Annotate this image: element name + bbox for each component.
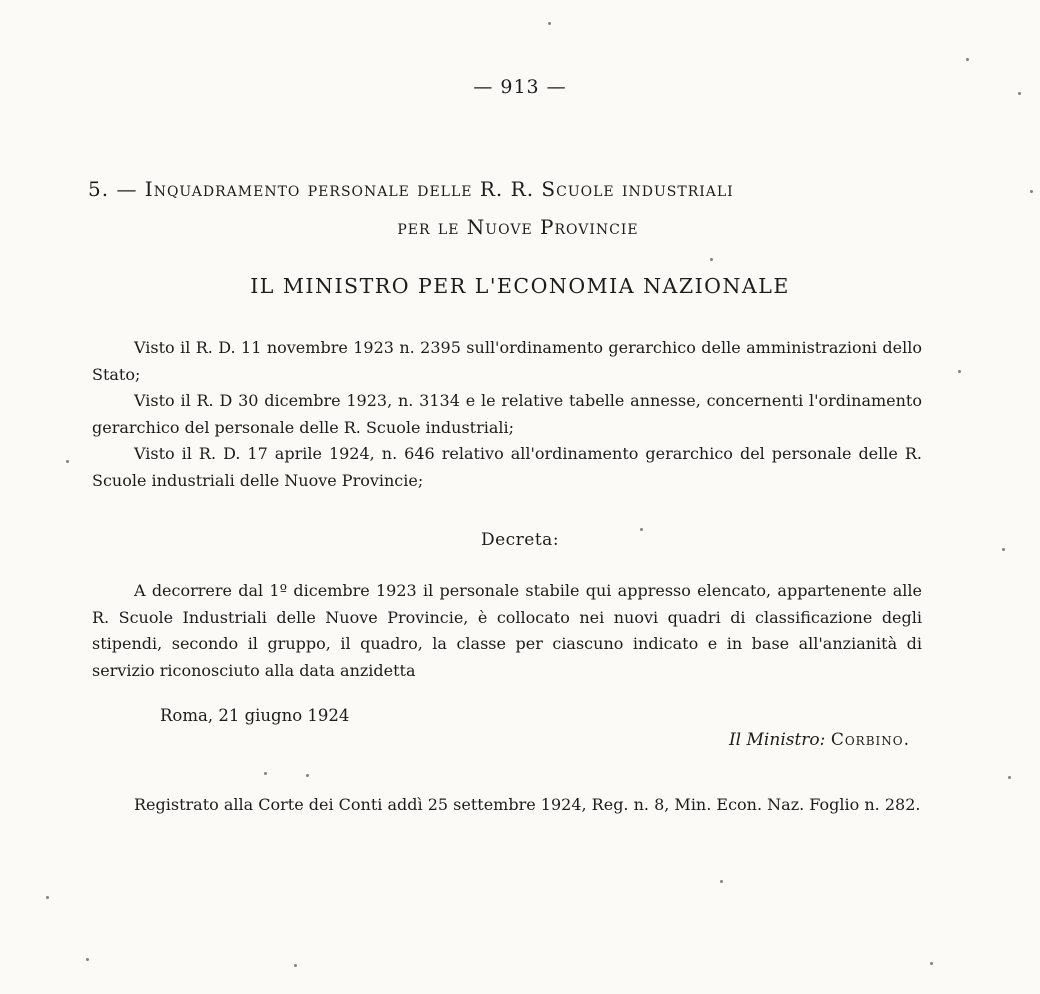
scan-speck bbox=[294, 964, 297, 967]
scan-speck bbox=[930, 962, 933, 965]
registration-note bbox=[92, 792, 922, 819]
scan-speck bbox=[46, 896, 49, 899]
signature-role: Il Ministro: bbox=[728, 730, 826, 750]
scan-speck bbox=[958, 370, 961, 373]
scan-speck bbox=[66, 460, 69, 463]
scan-speck bbox=[710, 258, 713, 261]
scan-speck bbox=[548, 22, 551, 25]
visto-clause: Visto il R. D 30 dicembre 1923, n. 3134 e le relative tabelle annesse, concernenti l'ordinamento gerarchico del personale delle R. Scuole industriali; bbox=[92, 391, 922, 437]
signature-place-date: Roma, 21 giugno 1924 bbox=[160, 706, 350, 725]
minister-title: IL MINISTRO PER L'ECONOMIA NAZIONALE bbox=[250, 274, 790, 298]
scan-speck bbox=[86, 958, 89, 961]
visto-clause: Visto il R. D. 11 novembre 1923 n. 2395 sull'ordinamento gerarchico delle amministrazioni dello Stato; bbox=[92, 338, 922, 384]
visto-clause: Visto il R. D. 17 aprile 1924, n. 646 relativo all'ordinamento gerarchico del personale delle R. Scuole industriali delle Nuove Provincie; bbox=[92, 444, 922, 490]
section-heading bbox=[88, 170, 928, 246]
visto-clauses bbox=[92, 335, 922, 494]
scan-speck bbox=[1008, 776, 1011, 779]
scan-speck bbox=[1018, 92, 1021, 95]
section-heading-line-1: 5. — Inquadramento personale delle R. R. Scuole industriali bbox=[88, 177, 734, 201]
scan-speck bbox=[720, 880, 723, 883]
section-heading-line-2: per le Nuove Provincie bbox=[397, 215, 639, 239]
page-number: — 913 — bbox=[473, 76, 567, 98]
scan-speck bbox=[966, 58, 969, 61]
signature-name: Corbino. bbox=[830, 730, 910, 750]
decreta-heading: Decreta: bbox=[480, 530, 560, 550]
scan-speck bbox=[1030, 190, 1033, 193]
scan-speck bbox=[264, 772, 267, 775]
scan-speck bbox=[640, 528, 643, 531]
minister-signature bbox=[729, 730, 910, 750]
scan-speck bbox=[1002, 548, 1005, 551]
registration-paragraph: Registrato alla Corte dei Conti addì 25 settembre 1924, Reg. n. 8, Min. Econ. Naz. Foglio n. 282. bbox=[134, 795, 921, 814]
scan-speck bbox=[306, 774, 309, 777]
decree-paragraph: A decorrere dal 1º dicembre 1923 il personale stabile qui appresso elencato, appartenente alle R. Scuole Industriali delle Nuove Provincie, è collocato nei nuovi quadri di classificazione degli stipendi, secondo il gruppo, il quadro, la classe per ciascuno indicato e in base all'anzianità di servizio riconosciuto alla data anzidetta bbox=[92, 581, 922, 680]
decree-body bbox=[92, 578, 922, 684]
